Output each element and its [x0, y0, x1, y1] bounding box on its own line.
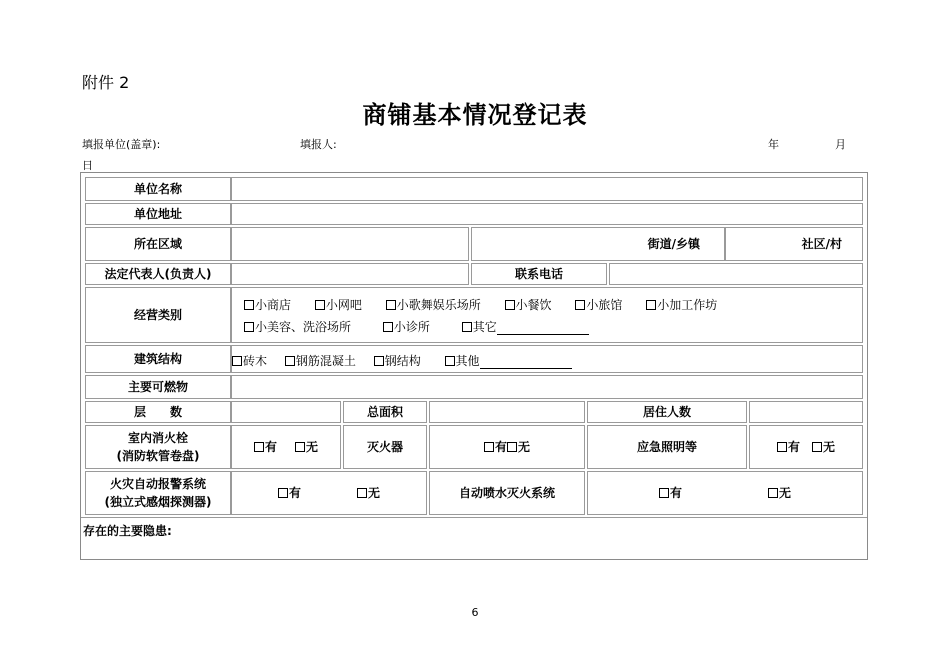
combustibles-field[interactable]: [231, 375, 863, 399]
floors-label: 层 数: [85, 401, 231, 423]
area-label: 所在区域: [85, 227, 231, 261]
legal-rep-field[interactable]: [231, 263, 469, 285]
fire-alarm-label-line1: 火灾自动报警系统: [109, 477, 206, 491]
option-small-workshop[interactable]: 小加工作坊: [646, 298, 717, 312]
checkbox-icon: [232, 356, 242, 366]
community-label: 社区/村: [725, 227, 863, 261]
floors-field[interactable]: [231, 401, 341, 423]
checkbox-icon: [505, 300, 515, 310]
structure-other-blank-line[interactable]: [480, 357, 572, 369]
phone-label: 联系电话: [471, 263, 607, 285]
total-area-label: 总面积: [343, 401, 427, 423]
attachment-label: 附件 2: [82, 73, 130, 92]
month-label: 月: [835, 138, 846, 151]
street-label: 街道/乡镇: [471, 227, 725, 261]
checkbox-icon: [278, 488, 288, 498]
checkbox-icon: [285, 356, 295, 366]
page-number: 6: [471, 606, 479, 619]
fire-alarm-no-option[interactable]: 无: [357, 484, 380, 502]
option-brick-wood[interactable]: 砖木: [232, 354, 267, 368]
checkbox-icon: [507, 442, 517, 452]
hydrant-label: [85, 425, 231, 469]
option-other[interactable]: 其它: [462, 320, 589, 334]
hazards-label: 存在的主要隐患:: [83, 524, 172, 538]
option-steel-structure[interactable]: 钢结构: [374, 354, 421, 368]
sprinkler-no-option[interactable]: 无: [768, 484, 791, 502]
business-type-options: [231, 287, 863, 343]
checkbox-icon: [777, 442, 787, 452]
extinguisher-no-option[interactable]: 无: [507, 438, 530, 456]
checkbox-icon: [646, 300, 656, 310]
checkbox-icon: [315, 300, 325, 310]
sprinkler-yes-option[interactable]: 有: [659, 484, 682, 502]
option-small-restaurant[interactable]: 小餐饮: [505, 298, 552, 312]
checkbox-icon: [768, 488, 778, 498]
checkbox-icon: [575, 300, 585, 310]
checkbox-icon: [244, 322, 254, 332]
extinguisher-label: 灭火器: [343, 425, 427, 469]
option-small-karaoke[interactable]: 小歌舞娱乐场所: [386, 298, 481, 312]
option-reinforced-concrete[interactable]: 钢筋混凝土: [285, 354, 356, 368]
hazards-field[interactable]: [81, 517, 867, 559]
option-small-hotel[interactable]: 小旅馆: [575, 298, 622, 312]
fire-alarm-label: [85, 471, 231, 515]
checkbox-icon: [462, 322, 472, 332]
option-structure-other[interactable]: 其他: [445, 354, 572, 368]
total-area-field[interactable]: [429, 401, 585, 423]
emergency-light-choice: [749, 425, 863, 469]
extinguisher-yes-option[interactable]: 有: [484, 438, 507, 456]
business-type-label: 经营类别: [85, 287, 231, 343]
option-small-internet-cafe[interactable]: 小网吧: [315, 298, 362, 312]
option-small-shop[interactable]: 小商店: [244, 298, 291, 312]
area-field[interactable]: [231, 227, 469, 261]
unit-name-field[interactable]: [231, 177, 863, 201]
residents-label: 居住人数: [587, 401, 747, 423]
checkbox-icon: [445, 356, 455, 366]
unit-name-label: 单位名称: [85, 177, 231, 201]
checkbox-icon: [295, 442, 305, 452]
fill-unit-label: 填报单位(盖章):: [82, 138, 161, 151]
structure-label: 建筑结构: [85, 345, 231, 373]
checkbox-icon: [812, 442, 822, 452]
checkbox-icon: [659, 488, 669, 498]
emergency-light-no-option[interactable]: 无: [812, 438, 835, 456]
phone-field[interactable]: [609, 263, 863, 285]
residents-field[interactable]: [749, 401, 863, 423]
hydrant-label-line2: (消防软管卷盘): [116, 449, 200, 463]
combustibles-label: 主要可燃物: [85, 375, 231, 399]
filler-label: 填报人:: [300, 138, 337, 151]
day-label: 日: [82, 159, 93, 172]
checkbox-icon: [254, 442, 264, 452]
unit-address-label: 单位地址: [85, 203, 231, 225]
legal-rep-label: 法定代表人(负责人): [85, 263, 231, 285]
hydrant-choice: [231, 425, 341, 469]
extinguisher-choice: [429, 425, 585, 469]
fire-alarm-label-line2: (独立式感烟探测器): [104, 495, 212, 509]
checkbox-icon: [357, 488, 367, 498]
sprinkler-choice: [587, 471, 863, 515]
hydrant-yes-option[interactable]: 有: [254, 438, 277, 456]
hydrant-label-line1: 室内消火栓: [127, 431, 188, 445]
option-beauty-bath[interactable]: 小美容、洗浴场所: [244, 320, 351, 334]
hydrant-no-option[interactable]: 无: [295, 438, 318, 456]
registration-table: [80, 172, 868, 560]
fire-alarm-yes-option[interactable]: 有: [278, 484, 301, 502]
fire-alarm-choice: [231, 471, 427, 515]
emergency-light-yes-option[interactable]: 有: [777, 438, 800, 456]
checkbox-icon: [244, 300, 254, 310]
structure-options: [231, 345, 863, 373]
checkbox-icon: [383, 322, 393, 332]
year-label: 年: [768, 138, 779, 151]
emergency-light-label: 应急照明等: [587, 425, 747, 469]
form-title: 商铺基本情况登记表: [362, 101, 588, 129]
sprinkler-label: 自动喷水灭火系统: [429, 471, 585, 515]
checkbox-icon: [386, 300, 396, 310]
unit-address-field[interactable]: [231, 203, 863, 225]
option-small-clinic[interactable]: 小诊所: [383, 320, 430, 334]
checkbox-icon: [374, 356, 384, 366]
checkbox-icon: [484, 442, 494, 452]
other-blank-line[interactable]: [497, 323, 589, 335]
